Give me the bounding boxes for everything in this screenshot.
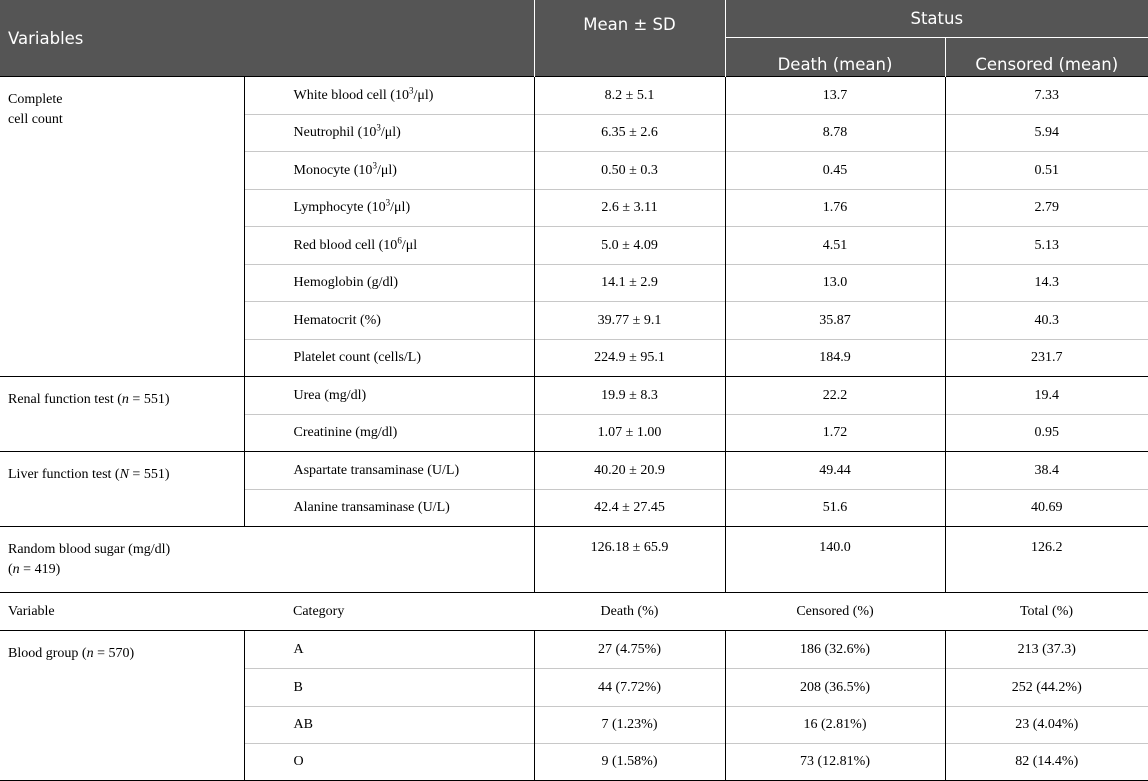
group-label-cbc: Complete cell count <box>0 77 244 377</box>
mean-cell: 39.77 ± 9.1 <box>534 302 725 340</box>
row-label: O <box>244 744 534 781</box>
cat-header-category: Category <box>244 593 534 631</box>
censored-cell: 38.4 <box>945 452 1148 490</box>
mean-cell: 8.2 ± 5.1 <box>534 77 725 115</box>
censored-cell: 0.95 <box>945 415 1148 452</box>
row-label: Neutrophil $(10^3/\mu l)$ <box>244 115 534 152</box>
death-cell: 140.0 <box>725 527 945 593</box>
death-cell: 7 (1.23%) <box>534 707 725 744</box>
death-cell: 1.76 <box>725 190 945 227</box>
censored-cell: 16 (2.81%) <box>725 707 945 744</box>
censored-cell: 73 (12.81%) <box>725 744 945 781</box>
row-label: A <box>244 631 534 669</box>
row-label: Creatinine (mg/dl) <box>244 415 534 452</box>
censored-cell: 186 (32.6%) <box>725 631 945 669</box>
censored-cell: 40.69 <box>945 490 1148 527</box>
death-cell: 13.7 <box>725 77 945 115</box>
death-cell: 8.78 <box>725 115 945 152</box>
mean-cell: 19.9 ± 8.3 <box>534 377 725 415</box>
mean-cell: 40.20 ± 20.9 <box>534 452 725 490</box>
death-cell: 44 (7.72%) <box>534 669 725 707</box>
mean-cell: 224.9 ± 95.1 <box>534 340 725 377</box>
death-cell: 35.87 <box>725 302 945 340</box>
death-cell: 27 (4.75%) <box>534 631 725 669</box>
header-status: Status <box>725 0 1148 38</box>
mean-cell: 42.4 ± 27.45 <box>534 490 725 527</box>
mean-cell: 0.50 ± 0.3 <box>534 152 725 190</box>
row-label: Hemoglobin (g/dl) <box>244 265 534 302</box>
censored-cell: 208 (36.5%) <box>725 669 945 707</box>
row-label: Aspartate transaminase (U/L) <box>244 452 534 490</box>
censored-cell: 5.13 <box>945 227 1148 265</box>
death-cell: 13.0 <box>725 265 945 302</box>
header-row-top <box>0 0 1148 38</box>
cat-header-variable: Variable <box>0 593 244 631</box>
header-censored-mean: Censored (mean) <box>945 38 1148 77</box>
censored-cell: 14.3 <box>945 265 1148 302</box>
censored-cell: 40.3 <box>945 302 1148 340</box>
table-row <box>0 527 1148 593</box>
total-cell: 82 (14.4%) <box>945 744 1148 781</box>
row-label: AB <box>244 707 534 744</box>
row-label: Monocyte $(10^3/\mu l)$ <box>244 152 534 190</box>
censored-cell: 126.2 <box>945 527 1148 593</box>
death-cell: 4.51 <box>725 227 945 265</box>
row-label: Platelet count (cells/L) <box>244 340 534 377</box>
total-cell: 213 (37.3) <box>945 631 1148 669</box>
row-label: Urea (mg/dl) <box>244 377 534 415</box>
row-label: B <box>244 669 534 707</box>
mean-cell: 126.18 ± 65.9 <box>534 527 725 593</box>
header-variables: Variables <box>0 0 534 77</box>
row-label: Lymphocyte $(10^3/\mu l)$ <box>244 190 534 227</box>
mean-cell: 5.0 ± 4.09 <box>534 227 725 265</box>
censored-cell: 7.33 <box>945 77 1148 115</box>
row-label: Red blood cell ($10^6/\mu l$ <box>244 227 534 265</box>
table-row <box>0 377 1148 415</box>
censored-cell: 231.7 <box>945 340 1148 377</box>
table-row <box>0 77 1148 115</box>
cat-header-death: Death (%) <box>534 593 725 631</box>
death-cell: 49.44 <box>725 452 945 490</box>
cat-header-total: Total (%) <box>945 593 1148 631</box>
censored-cell: 5.94 <box>945 115 1148 152</box>
table-row <box>0 631 1148 669</box>
mean-cell: 14.1 ± 2.9 <box>534 265 725 302</box>
mean-cell: 1.07 ± 1.00 <box>534 415 725 452</box>
cat-header-censored: Censored (%) <box>725 593 945 631</box>
group-label-renal: Renal function test (n = 551) <box>0 377 244 452</box>
category-header-row <box>0 593 1148 631</box>
row-label: Alanine transaminase (U/L) <box>244 490 534 527</box>
censored-cell: 19.4 <box>945 377 1148 415</box>
header-mean-sd: Mean ± SD <box>534 0 725 77</box>
header-death-mean: Death (mean) <box>725 38 945 77</box>
death-cell: 184.9 <box>725 340 945 377</box>
death-cell: 51.6 <box>725 490 945 527</box>
row-label: Hematocrit (%) <box>244 302 534 340</box>
group-label-liver: Liver function test (N = 551) <box>0 452 244 527</box>
mean-cell: 2.6 ± 3.11 <box>534 190 725 227</box>
total-cell: 23 (4.04%) <box>945 707 1148 744</box>
death-cell: 0.45 <box>725 152 945 190</box>
censored-cell: 2.79 <box>945 190 1148 227</box>
mean-cell: 6.35 ± 2.6 <box>534 115 725 152</box>
death-cell: 22.2 <box>725 377 945 415</box>
group-label-blood: Blood group (n = 570) <box>0 631 244 781</box>
death-cell: 9 (1.58%) <box>534 744 725 781</box>
censored-cell: 0.51 <box>945 152 1148 190</box>
row-label: White blood cell $(10^3/\mu l)$ <box>244 77 534 115</box>
table-row <box>0 452 1148 490</box>
total-cell: 252 (44.2%) <box>945 669 1148 707</box>
random-blood-sugar-label: Random blood sugar (mg/dl) (n = 419) <box>0 527 534 593</box>
death-cell: 1.72 <box>725 415 945 452</box>
